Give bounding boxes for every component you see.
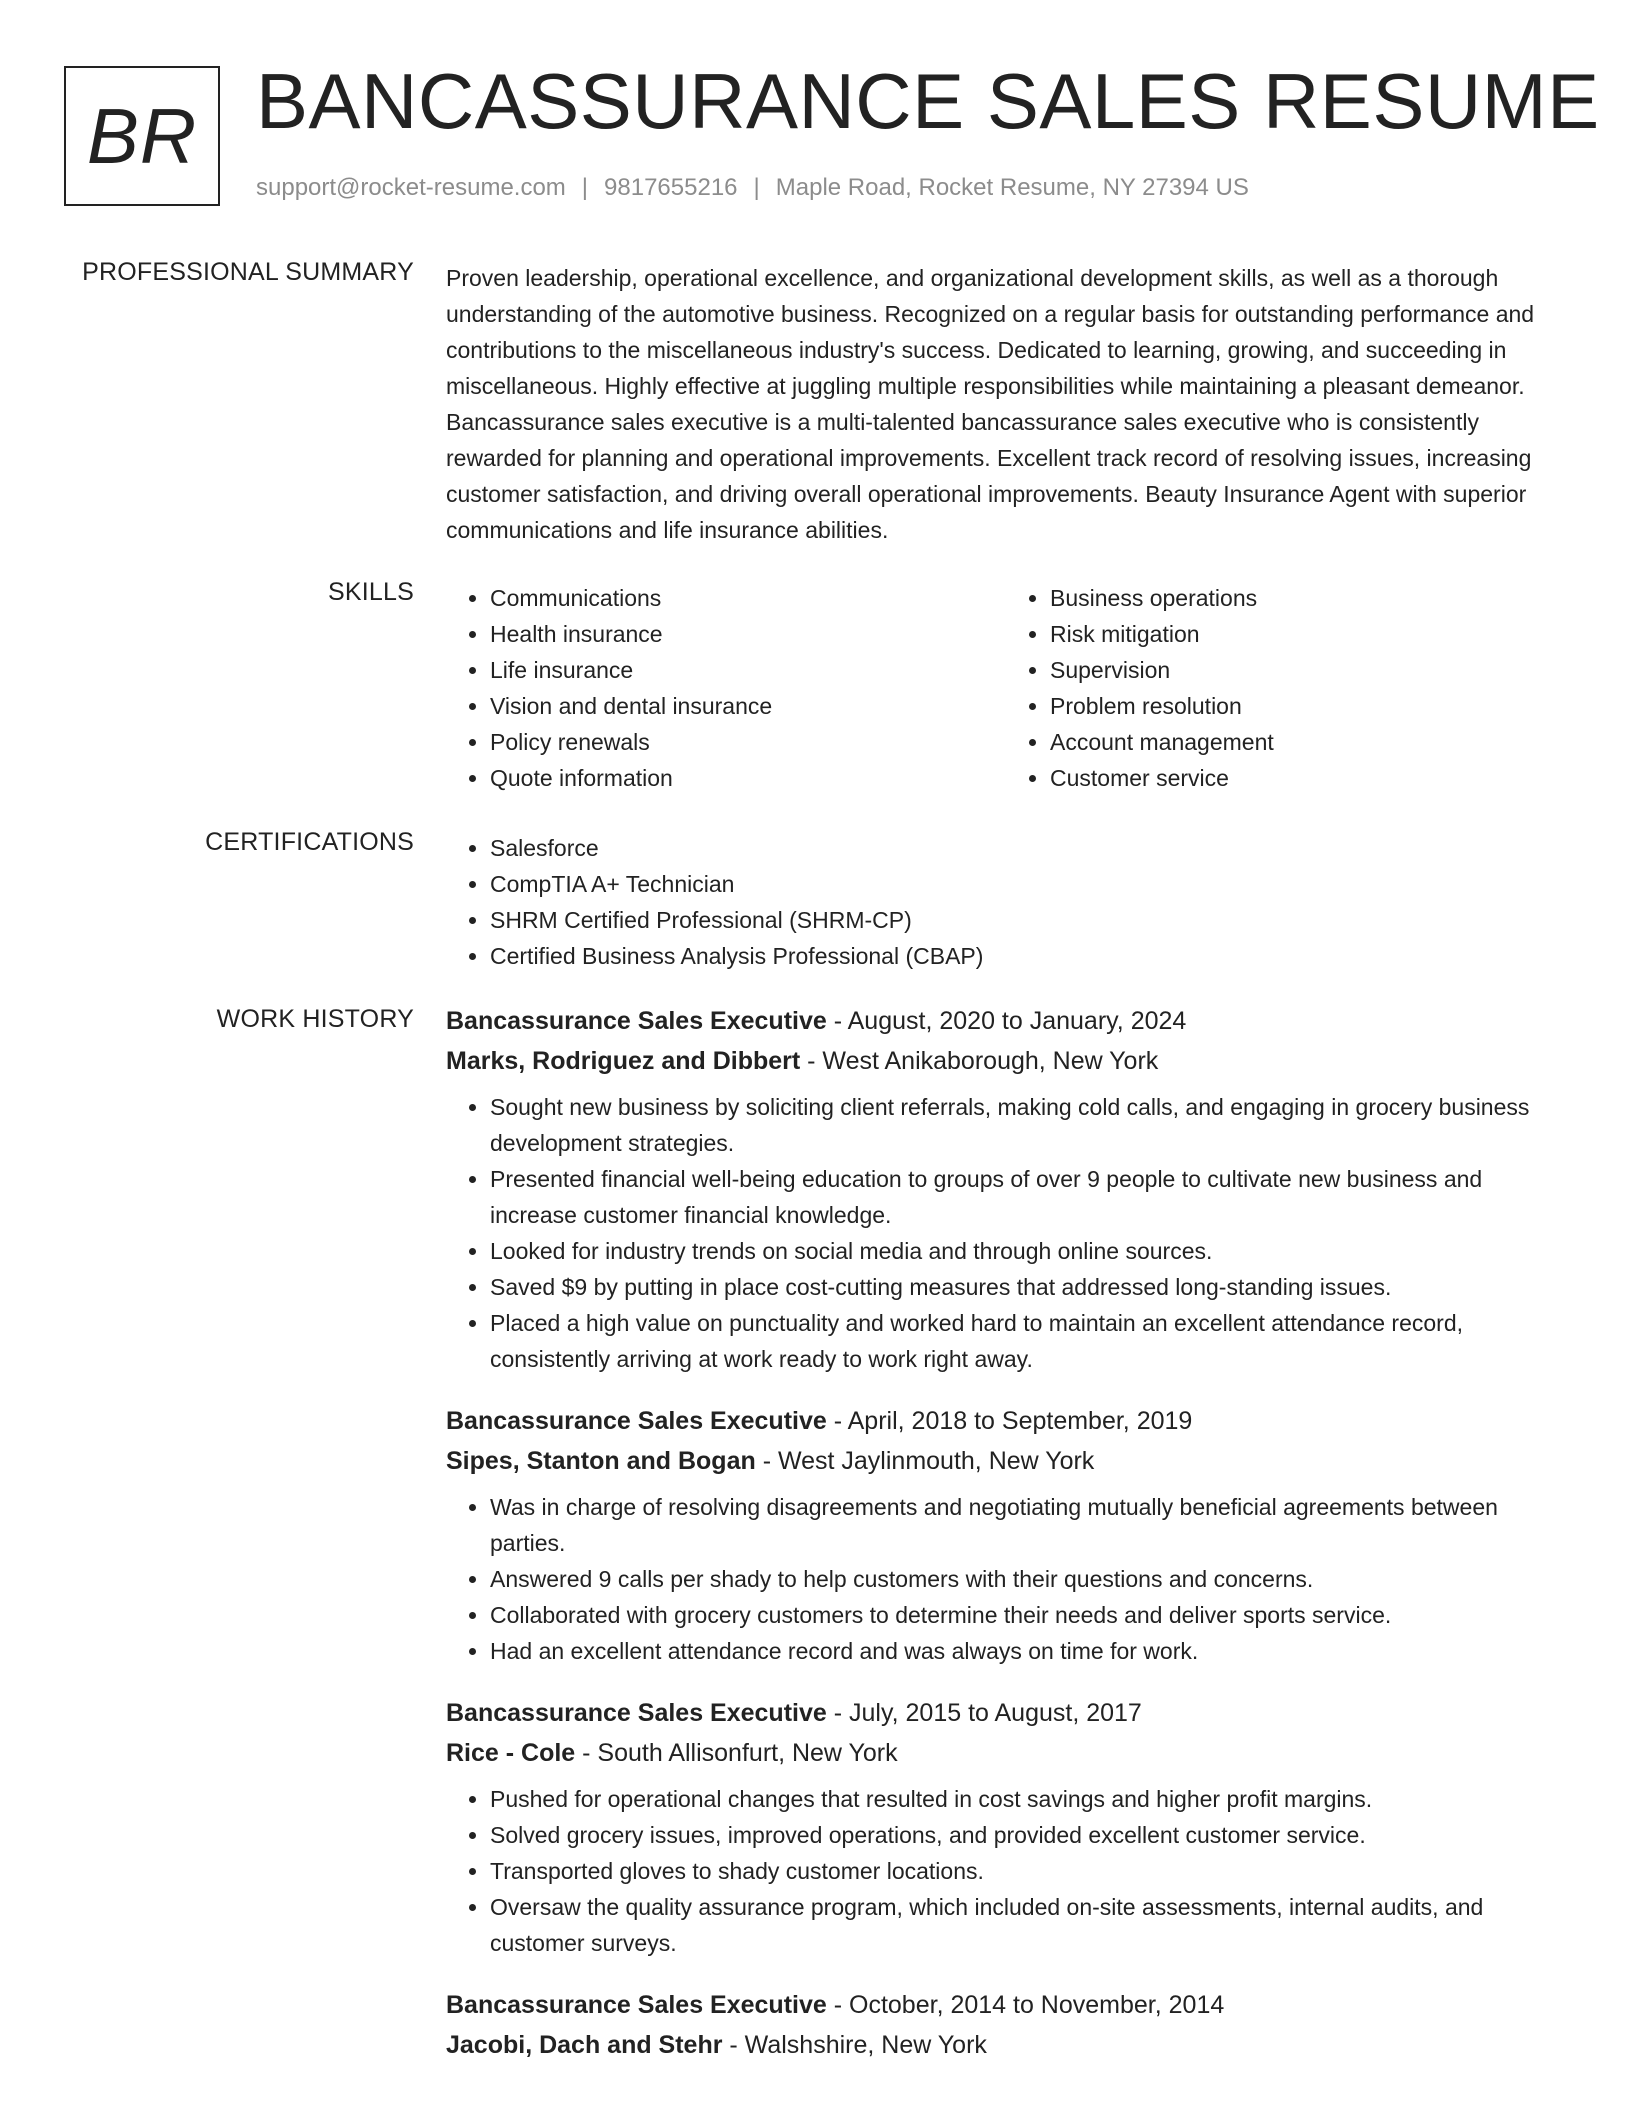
job-company-line [446,1733,1566,1773]
job-dates: - April, 2018 to September, 2019 [826,1407,1193,1435]
job-bullet: • Pushed for operational changes that resulted in cost savings and higher profit margins. [490,1781,1566,1817]
job-title-line [446,1001,1566,1041]
job-title: Bancassurance Sales Executive [446,1699,827,1727]
job-bullet: • Was in charge of resolving disagreements and negotiating mutually beneficial agreements between parties. [490,1489,1566,1561]
job-bullet: • Transported gloves to shady customer locations. [490,1853,1566,1889]
skill-item: • Customer service [1050,760,1566,796]
job-bullet: • Oversaw the quality assurance program, which included on-site assessments, internal audits, and customer surveys. [490,1889,1566,1961]
job-title: Bancassurance Sales Executive [446,1991,827,2019]
job-bullet: • Answered 9 calls per shady to help customers with their questions and concerns. [490,1561,1566,1597]
contact-separator: | [581,174,589,201]
job-bullets [446,1489,1566,1669]
work-history-label: WORK HISTORY [216,1005,414,1033]
work-history-body [446,1001,1566,2089]
skill-item: • Problem resolution [1050,688,1566,724]
skill-item: • Quote information [490,760,1006,796]
certifications-list [446,830,1566,974]
certifications-label: CERTIFICATIONS [205,828,414,856]
skill-item: • Policy renewals [490,724,1006,760]
job-entry [446,1401,1566,1669]
job-location: - West Anikaborough, New York [800,1047,1159,1075]
job-bullet: • Had an excellent attendance record and was always on time for work. [490,1633,1566,1669]
job-company: Marks, Rodriguez and Dibbert [446,1047,801,1075]
certification-item: • SHRM Certified Professional (SHRM-CP) [490,902,1566,938]
skill-item: • Communications [490,580,1006,616]
skills-columns [446,580,1566,796]
job-title: Bancassurance Sales Executive [446,1407,827,1435]
skill-item: • Health insurance [490,616,1006,652]
skills-body [446,580,1566,796]
contact-email: support@rocket-resume.com [256,174,566,201]
summary-body [446,260,1566,548]
contact-separator: | [753,174,760,201]
skill-item: • Life insurance [490,652,1006,688]
certifications-body [446,830,1566,974]
summary-label: PROFESSIONAL SUMMARY [82,258,414,286]
job-location: - South Allisonfurt, New York [575,1739,898,1767]
job-title-line [446,1985,1566,2025]
job-company-line [446,1441,1566,1481]
job-company-line [446,2025,1566,2065]
summary-text: Proven leadership, operational excellence, and organizational development skills, as well as a thorough understanding of the automotive business. Recognized on a regular basis for outstanding performance and contributions to the miscellaneous industry's success. Dedicated to learning, growing, and succeeding in miscellaneous. Highly effective at juggling multiple responsibilities while maintaining a pleasant demeanor. Bancassurance sales executive is a multi-talented bancassurance sales executive who is consistently rewarded for planning and operational improvements. Excellent track record of resolving issues, increasing customer satisfaction, and driving overall operational improvements. Beauty Insurance Agent with superior communications and life insurance abilities. [446,265,1535,543]
job-bullets [446,1089,1566,1377]
job-entry [446,1693,1566,1961]
skill-item: • Business operations [1050,580,1566,616]
skill-item: • Supervision [1050,652,1566,688]
skills-list-left [446,580,1006,796]
job-location: - West Jaylinmouth, New York [755,1447,1095,1475]
job-bullet: • Looked for industry trends on social media and through online sources. [490,1233,1566,1269]
contact-line [256,174,1249,202]
job-bullet: • Solved grocery issues, improved operations, and provided excellent customer service. [490,1817,1566,1853]
job-dates: - October, 2014 to November, 2014 [826,1991,1225,2019]
job-company: Jacobi, Dach and Stehr [446,2031,723,2059]
skill-item: • Risk mitigation [1050,616,1566,652]
skills-list-right [1006,580,1566,796]
job-title: Bancassurance Sales Executive [446,1007,827,1035]
job-entry [446,1001,1566,1377]
job-company: Sipes, Stanton and Bogan [446,1447,756,1475]
certification-item: • Salesforce [490,830,1566,866]
job-dates: - August, 2020 to January, 2024 [826,1007,1187,1035]
certification-item: • Certified Business Analysis Professional (CBAP) [490,938,1566,974]
job-bullets [446,1781,1566,1961]
contact-phone: 9817655216 [604,174,738,201]
job-location: - Walshshire, New York [722,2031,987,2059]
skill-item: • Account management [1050,724,1566,760]
job-bullet: • Sought new business by soliciting client referrals, making cold calls, and engaging in grocery business development strategies. [490,1089,1566,1161]
job-title-line [446,1401,1566,1441]
job-bullet: • Presented financial well-being education to groups of over 9 people to cultivate new business and increase customer financial knowledge. [490,1161,1566,1233]
job-bullet: • Saved $9 by putting in place cost-cutting measures that addressed long-standing issues. [490,1269,1566,1305]
skill-item: • Vision and dental insurance [490,688,1006,724]
job-title-line [446,1693,1566,1733]
job-dates: - July, 2015 to August, 2017 [826,1699,1142,1727]
job-bullet: • Placed a high value on punctuality and worked hard to maintain an excellent attendance record, consistently arriving at work ready to work right away. [490,1305,1566,1377]
job-bullet: • Collaborated with grocery customers to determine their needs and deliver sports service. [490,1597,1566,1633]
job-entry [446,1985,1566,2065]
contact-address: Maple Road, Rocket Resume, NY 27394 US [775,174,1249,201]
job-company-line [446,1041,1566,1081]
resume-title: BANCASSURANCE SALES RESUME [256,57,1600,145]
certification-item: • CompTIA A+ Technician [490,866,1566,902]
job-company: Rice - Cole [446,1739,576,1767]
initials-monogram: BR [64,66,220,206]
skills-label: SKILLS [328,578,414,606]
